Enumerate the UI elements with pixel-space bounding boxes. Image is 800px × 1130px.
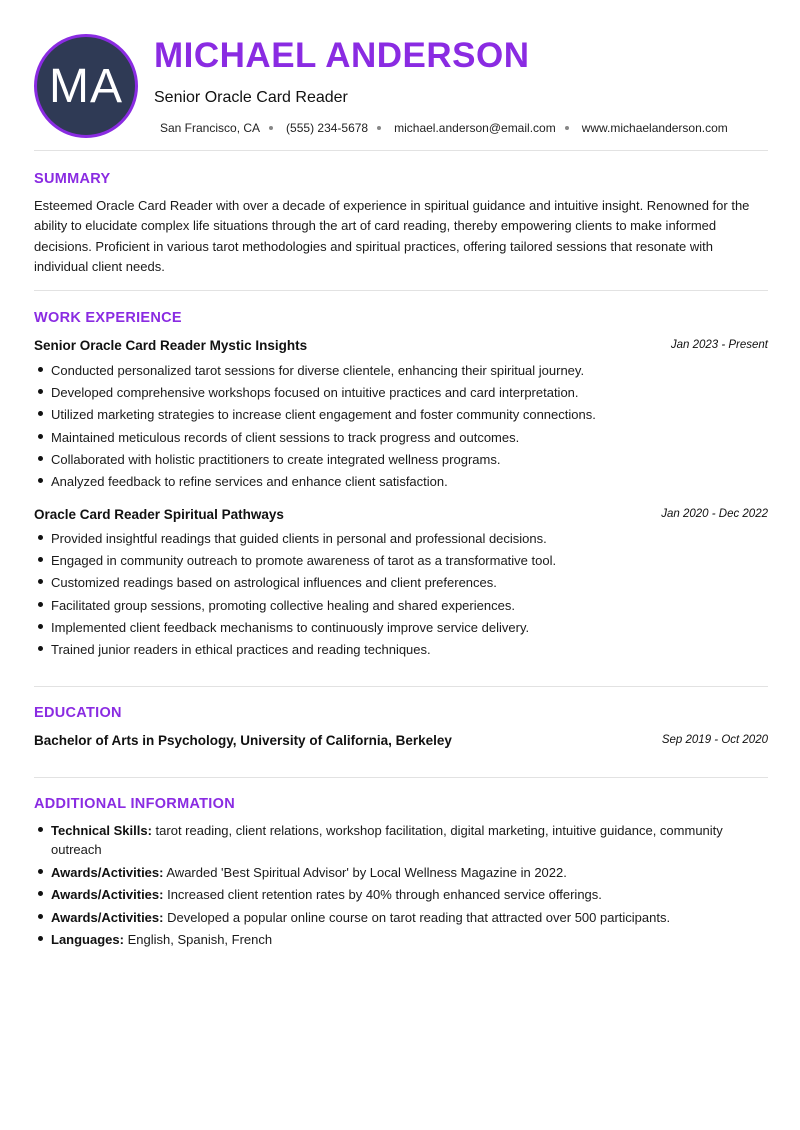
- candidate-name: MICHAEL ANDERSON: [154, 36, 530, 75]
- list-item: [34, 885, 768, 904]
- job-title: Senior Oracle Card Reader Mystic Insights: [34, 338, 308, 353]
- resume-header: [34, 34, 768, 138]
- contact-email[interactable]: michael.anderson@email.com: [394, 121, 556, 135]
- list-item: Developed comprehensive workshops focused on intuitive practices and card interpretation.: [34, 383, 768, 405]
- section-divider: [34, 686, 768, 687]
- list-item: Customized readings based on astrological influences and client preferences.: [34, 573, 768, 595]
- experience-heading: WORK EXPERIENCE: [34, 310, 182, 326]
- job-date: Jan 2023 - Present: [670, 339, 768, 351]
- avatar: [34, 34, 138, 138]
- section-divider: [34, 777, 768, 778]
- item-label: Technical Skills:: [51, 823, 152, 838]
- separator-dot-icon: [269, 126, 273, 130]
- additional-heading: ADDITIONAL INFORMATION: [34, 796, 235, 812]
- summary-heading: SUMMARY: [34, 171, 111, 187]
- contact-location: San Francisco, CA: [160, 121, 261, 135]
- item-text: Developed a popular online course on tarot reading that attracted over 500 participants.: [167, 909, 671, 925]
- list-item: Implemented client feedback mechanisms to continuously improve service delivery.: [34, 618, 768, 640]
- additional-list: [34, 821, 768, 953]
- separator-dot-icon: [565, 126, 569, 130]
- education-date: Sep 2019 - Oct 2020: [661, 734, 768, 746]
- job-header: [34, 338, 768, 356]
- job-header: [34, 507, 768, 525]
- list-item: Provided insightful readings that guided clients in personal and professional decisions.: [34, 529, 768, 551]
- section-divider: [34, 150, 768, 151]
- candidate-role: Senior Oracle Card Reader: [154, 89, 348, 106]
- list-item: Analyzed feedback to refine services and enhance client satisfaction.: [34, 472, 768, 494]
- contact-website[interactable]: www.michaelanderson.com: [581, 121, 728, 135]
- summary-text: Esteemed Oracle Card Reader with over a decade of experience in spiritual guidance and intuitive insight. Renowned for the ability to elucidate complex life situations through the art of card reading, thereby empowering clients to make informed decisions. Proficient in various tarot methodologies and spiritual practices, offering tailored sessions that resonate with individual client needs.: [34, 198, 750, 274]
- item-text: Increased client retention rates by 40% through enhanced service offerings.: [167, 887, 602, 902]
- section-divider: [34, 290, 768, 291]
- list-item: Maintained meticulous records of client sessions to track progress and outcomes.: [34, 428, 768, 450]
- separator-dot-icon: [377, 126, 381, 130]
- item-label: Awards/Activities:: [51, 909, 164, 925]
- contact-phone: (555) 234-5678: [286, 121, 369, 135]
- list-item: [34, 908, 768, 927]
- item-text: tarot reading, client relations, workshop facilitation, digital marketing, intuitive guidance, community outreach: [51, 823, 723, 857]
- list-item: Utilized marketing strategies to increase client engagement and foster community connections.: [34, 405, 768, 427]
- list-item: Trained junior readers in ethical practices and reading techniques.: [34, 640, 768, 662]
- item-label: Languages:: [51, 932, 124, 947]
- job-title: Oracle Card Reader Spiritual Pathways: [34, 507, 284, 522]
- job-bullet-list: [34, 361, 768, 494]
- list-item: Engaged in community outreach to promote awareness of tarot as a transformative tool.: [34, 551, 768, 573]
- education-entry: [34, 733, 768, 751]
- list-item: [34, 821, 768, 859]
- avatar-initials: MA: [49, 59, 123, 113]
- contact-line: [160, 121, 728, 135]
- item-text: Awarded 'Best Spiritual Advisor' by Local Wellness Magazine in 2022.: [166, 864, 567, 880]
- degree-title: Bachelor of Arts in Psychology, University of California, Berkeley: [34, 733, 452, 748]
- list-item: [34, 930, 768, 949]
- job-bullet-list: [34, 529, 768, 662]
- item-label: Awards/Activities:: [51, 887, 164, 902]
- list-item: [34, 863, 768, 882]
- job-date: Jan 2020 - Dec 2022: [661, 508, 768, 520]
- list-item: Collaborated with holistic practitioners to create integrated wellness programs.: [34, 450, 768, 472]
- education-heading: EDUCATION: [34, 705, 122, 721]
- item-label: Awards/Activities:: [51, 864, 164, 880]
- list-item: Facilitated group sessions, promoting collective healing and shared experiences.: [34, 596, 768, 618]
- list-item: Conducted personalized tarot sessions for diverse clientele, enhancing their spiritual journey.: [34, 361, 768, 383]
- item-text: English, Spanish, French: [127, 932, 273, 947]
